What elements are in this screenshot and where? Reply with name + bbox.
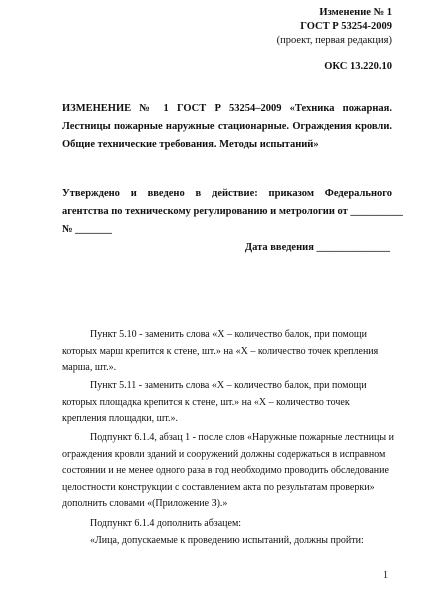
paragraph-line: «Лица, допускаемые к проведению испытаний, должны пройти: (90, 535, 364, 546)
paragraph-5-10 (62, 327, 392, 377)
paragraph-5-11 (62, 378, 392, 428)
paragraph-line: Подпункт 6.1.4 дополнить абзацем: (90, 518, 242, 529)
approval-block (62, 185, 403, 239)
paragraph-line: которых площадка крепится к стене, шт.» на «X – количество точек (62, 396, 350, 408)
paragraph-line: Пункт 5.11 - заменить слова «X – количество балок, при помощи (90, 380, 367, 391)
paragraph-line: состоянии и не менее одного раза в год необходимо проводить обследование (62, 465, 389, 476)
paragraph-line: Пункт 5.10 - заменить слова «X – количество балок, при помощи (90, 329, 367, 340)
page-number: 1 (383, 570, 388, 581)
paragraph-persons (62, 533, 392, 550)
approval-line-3: № _______ (62, 224, 112, 235)
document-title: ИЗМЕНЕНИЕ № 1 ГОСТ Р 53254–2009 «Техника пожарная. Лестницы пожарные наружные стационарные. Ограждения кровли. Общие технические требования. Методы испытаний» (62, 103, 392, 150)
paragraph-6-1-4 (62, 430, 392, 513)
paragraph-line: целостности конструкции с составлением акта по результатам проверки» (62, 481, 375, 493)
paragraph-6-1-4-addition (62, 516, 392, 533)
paragraph-line: крепления площадки, шт.». (62, 413, 178, 424)
gost-number: ГОСТ Р 53254-2009 (300, 21, 392, 32)
approval-line-1: Утверждено и введено в действие: приказом Федерального (62, 188, 392, 199)
change-number: Изменение № 1 (319, 7, 392, 18)
paragraph-line: дополнить словами «(Приложение З).» (62, 498, 228, 509)
paragraph-line: марша, шт.». (62, 362, 117, 373)
approval-line-2: агентства по техническому регулированию и метрологии от __________ (62, 206, 403, 217)
introduction-date: Дата введения ______________ (244, 242, 390, 253)
paragraph-line: ограждения кровли зданий и сооружений должны содержаться в исправном (62, 448, 386, 460)
paragraph-line: которых марш крепится к стене, шт.» на «X – количество точек крепления (62, 345, 379, 357)
oks-code: ОКС 13.220.10 (324, 61, 392, 72)
paragraph-line: Подпункт 6.1.4, абзац 1 - после слов «Наружные пожарные лестницы и (90, 432, 394, 443)
draft-note: (проект, первая редакция) (276, 35, 392, 46)
